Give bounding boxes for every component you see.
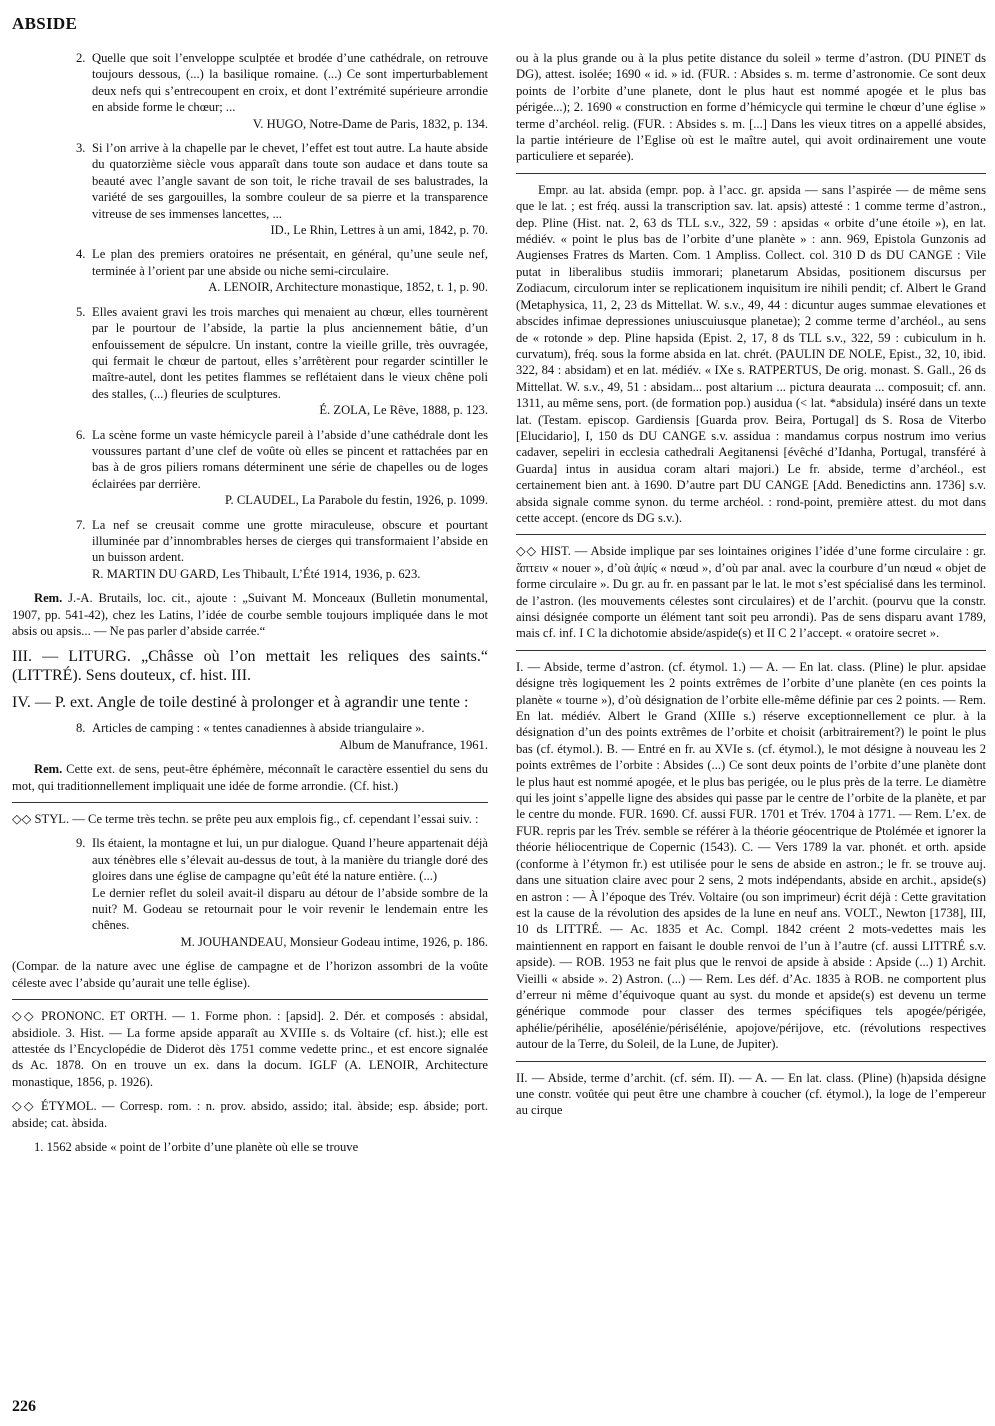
example-source: A. LENOIR, Architecture monastique, 1852, t. 1, p. 90. [208, 280, 488, 295]
remark-2 [12, 761, 488, 794]
example-text: La nef se creusait comme une grotte miraculeuse, obscure et pourtant illuminée par d’innombrables herses de cierges qui transformaient l’abside en un buisson ardent. [92, 517, 488, 565]
divider [516, 173, 986, 174]
divider [516, 534, 986, 535]
example-2 [76, 50, 488, 132]
styl-section: ◇◇ STYL. — Ce terme très techn. se prête peu aux emplois fig., cf. cependant l’essai suiv. : [12, 812, 479, 827]
etymol-continued: ou à la plus grande ou à la plus petite distance du soleil » terme d’astron. (DU PINET ds DG), attest. isolée; 1690 « id. » id. (FUR. : Absides s. m. terme d’astronomie. Ce sont deux points de l’orbite d’une planete, dont le plus haut est nommé apogée et le plus bas périgée...); 2. 1690 « construction en forme d’hémicycle qui termine le chœur d’une église » terme d’archéol. relig. (FUR. : Absides s. m. [...] Dans les vieux titres on a appellé absides, la partie intérieure de l’Eglise où est le maître autel, qui avoit ordinairement une voute particuliere et separée). [516, 51, 986, 164]
example-source: É. ZOLA, Le Rêve, 1888, p. 123. [319, 403, 488, 418]
remark-text: Cette ext. de sens, peut-être éphémère, méconnaît le caractère essentiel du sens du mot, qui traditionnellement impliquait une idée de forme arrondie. (Cf. hist.) [12, 762, 488, 793]
hist-astron: I. — Abside, terme d’astron. (cf. étymol. 1.) — A. — En lat. class. (Pline) le plur. apsidae désigne très logiquement les 2 points extrêmes de l’orbite d’une planète (en ces points la planète « tourne »), d’où désignation de l’orbite elle-même définie par ces 2 points. — Rem. En lat. médiév. Albert le Grand (XIIIe s.) réserve exceptionnellement ce plur. à la désignation d’un des points extrêmes de l’orbite et choisit (arbitrairement?) le point le plus bas (cf. étymol.). B. — Entré en fr. au XVIe s. (cf. étymol.), le mot désigne à nouveau les 2 points extrêmes de l’orbite : Absides (...) Ce sont deux points de l’orbite d’une planète dont le plus haut est nommé apogée, et le plus bas perigée, ou le plus près de la terre. Le diamètre qui les joint s’appelle ligne des absides qui passe par le centre de l’orbite de la planète, et par le centre du monde. FUR. 1690. Cf. aussi FUR. 1701 et Trév. 1704 à 1771. — Rem. L’ex. de FUR. repris par les Trév. semble se référer à la théorie géocentrique de Ptolémée et ignorer la théorie héliocentrique de Copernic (1543). C. — Vers 1789 la var. phonét. et orth. apside (conforme à l’étymon fr.) est utilisée pour le sens de abside en astron.; le fr. se trouve auj. dans une situation claire avec pour 2 sens, 2 mots indépendants, abside en archit., apside(s) en astron : — À l’époque des Trév. Voltaire (ou son imprimeur) écrit déjà : Cette gravitation est la cause de la révolution des apsides de la lune en neuf ans. VOLT., Newton [1738], III, 10 ds LITTRÉ. — Ac. 1835 et Ac. Compl. 1842 créent 2 mots-vedettes mais les maintiennent en rapport en faisant le double renvoi de l’un à l’autre (cf. aussi LITTRÉ s.v. apside). — ROB. 1953 ne fait plus que le renvoi de apside à abside : Apside (...) 1) Archit. Vieilli « abside ». 2) Astron. (...) — Rem. Les déf. d’Ac. 1835 à ROB. ne comportent plus d’erreur ni même d’équivoque quant au syst. du monde et apside(s) est devenu un terme générique commode pour classer des termes spécifiques tels apogée/périgée, aphélie/périhélie, aposélénie/périsélénie, apojove/périjove, etc. (révolutions respectives autour de la Terre, du Soleil, de la Lune, de Jupiter). [516, 659, 986, 1052]
example-number: 5. [76, 304, 86, 319]
example-text: Ils étaient, la montagne et lui, un pur dialogue. Quand l’heure appartenait déjà aux ténèbres elle s’élevait au-dessus de tout, à la manière du triangle doré des gloires dans une église de campagne qu’eût été la nature entière. (...) [92, 836, 488, 884]
example-number: 6. [76, 427, 86, 442]
remark-label: Rem. [34, 762, 63, 777]
example-9 [76, 835, 488, 950]
example-number: 9. [76, 836, 86, 851]
prononc-section: ◇◇ PRONONC. ET ORTH. — 1. Forme phon. : [apsid]. 2. Dér. et composés : absidal, absidiole. 3. Hist. — La forme apside apparaît au XVIIIe s. ds Voltaire (cf. hist.); elle est attestée ds l’Encyclopédie de Diderot dès 1751 comme vedette princ., et est encore signalée ds Ac. 1878. On en trouve un ex. dans la docum. IGLF (A. LENOIR, Architecture monastique, 1856, p. 1926). [12, 1009, 488, 1089]
example-source: P. CLAUDEL, La Parabole du festin, 1926, p. 1099. [224, 493, 488, 508]
left-column [12, 50, 488, 1163]
example-source: Album de Manufrance, 1961. [339, 737, 488, 752]
example-text: La scène forme un vaste hémicycle pareil à l’abside d’une cathédrale dont les voussures partant d’une clef de voûte où elles se pincent et rattachées par en bas à de gros piliers romans déterminent une série de chapelles ou de loges éclairées par derrière. [92, 427, 488, 491]
remark-1 [12, 590, 488, 639]
example-number: 7. [76, 517, 86, 532]
example-text: Si l’on arrive à la chapelle par le chevet, l’effet est tout autre. La haute abside du quatorzième siècle vous apparaît dans toute son audace et dans toute sa beauté avec l’angle savant de son toit, le riche travail de ses balustrades, la variété de ses gargouilles, la sombre couleur de sa pierre et la transparence vitreuse de ses immenses lancettes, ... [92, 141, 488, 221]
example-7 [76, 517, 488, 583]
example-text: Quelle que soit l’enveloppe sculptée et brodée d’une cathédrale, on retrouve toujours dessous, (...) la basilique romaine. (...) Ce sont imperturbablement deux nefs qui s’entrecoupent en croix, et dont l’extrémité supérieure arrondie en abside forme le chœur; ... [92, 51, 488, 115]
right-column [516, 50, 986, 1127]
example-4 [76, 246, 488, 295]
remark-text: J.-A. Brutails, loc. cit., ajoute : „Suivant M. Monceaux (Bulletin monumental, 1907, pp. 541-42), chez les Latins, l’idée de courbe semble toujours impliquée dans le mot absis ou apsis... — Ne pas parler d’abside carrée.“ [12, 591, 488, 638]
divider [12, 802, 488, 803]
hist-section: ◇◇ HIST. — Abside implique par ses lointaines origines l’idée d’une forme circulaire : gr. ἅπτειν « nouer », d’où ἁψίς « nœud », d’où par anal. avec la courbure d’un nœud « objet de forme circulaire ». Du gr. au fr. en passant par le lat. le mot s’est spécialisé dans les terminol. de l’astron. (les mouvements célestes sont circulaires) et de l’archit. (pourvu que la constr. ainsi désignée comporte un élément tant soit peu arrondi). Pas de sens disparu avant 1789, mais cf. inf. I C la dichotomie abside/aspide(s) et II C 2 l’accept. « oratoire secret ». [516, 544, 986, 641]
example-5 [76, 304, 488, 419]
example-6 [76, 427, 488, 509]
example-text: Articles de camping : « tentes canadiennes à abside triangulaire ». [92, 721, 425, 736]
example-8 [76, 720, 488, 753]
divider [516, 1061, 986, 1062]
example-3 [76, 140, 488, 238]
example-text-continued: Le dernier reflet du soleil avait-il disparu au détour de l’abside sombre de la nuit? M. Godeau se retournait pour le voir revenir le lendemain entre les chênes. [92, 885, 488, 933]
example-source: R. MARTIN DU GARD, Les Thibault, L’Été 1914, 1936, p. 623. [92, 566, 421, 581]
running-head: ABSIDE [12, 14, 78, 33]
remark-label: Rem. [34, 591, 63, 606]
example-number: 2. [76, 51, 86, 65]
example-source: V. HUGO, Notre-Dame de Paris, 1832, p. 134. [252, 116, 488, 131]
example-number: 8. [76, 721, 86, 736]
page-number: 226 [12, 1398, 36, 1415]
example-source: M. JOUHANDEAU, Monsieur Godeau intime, 1926, p. 186. [180, 934, 488, 949]
section-3: III. — LITURG. „Châsse où l’on mettait les reliques des saints.“ (LITTRÉ). Sens douteux, cf. hist. III. [12, 648, 488, 685]
example-text: Elles avaient gravi les trois marches qui menaient au chœur, elles tournèrent par le pourtour de l’abside, la partie la plus anciennement bâtie, d’un enfouissement de sépulcre. Un instant, contre la vieille grille, très ouvragée, qui fermait le chœur de partout, elles s’arrêtèrent pour regarder scintiller le maître-autel, dont les petites flammes se reflétaient dans le vieux chêne poli des stalles, (...) fleuries de sculptures. [92, 304, 488, 401]
comparison-note: (Compar. de la nature avec une église de campagne et de l’horizon assombri de la voûte céleste avec l’abside qu’aurait une telle église). [12, 959, 488, 990]
section-4: IV. — P. ext. Angle de toile destiné à prolonger et à agrandir une tente : [12, 694, 469, 712]
divider [516, 650, 986, 651]
example-text: Le plan des premiers oratoires ne présentait, en général, qu’une seule nef, terminée à l’orient par une abside ou niche semi-circulaire. [92, 247, 488, 278]
example-number: 4. [76, 247, 86, 262]
divider [12, 999, 488, 1000]
etymol-item-1: 1. 1562 abside « point de l’orbite d’une planète où elle se trouve [34, 1139, 359, 1154]
example-source: ID., Le Rhin, Lettres à un ami, 1842, p. 70. [270, 223, 488, 238]
etymol-section: ◇◇ ÉTYMOL. — Corresp. rom. : n. prov. absido, assido; ital. àbside; esp. ábside; port. abside; cat. àbsida. [12, 1099, 488, 1130]
example-number: 3. [76, 141, 86, 156]
hist-archit: II. — Abside, terme d’archit. (cf. sém. II). — A. — En lat. class. (Pline) (h)apsida désigne une constr. voûtée qui peut être une chambre à coucher (cf. étymol.), la loge de l’empereur au cirque [516, 1070, 986, 1118]
etymol-latin: Empr. au lat. absida (empr. pop. à l’acc. gr. apsida — sans l’aspirée — de même sens que le lat. ; est fréq. aussi la transcription sav. lat. apsis) attesté : 1 comme terme d’astron., dep. Pline (Hist. nat. 2, 63 ds TLL s.v., 322, 59 : apsidas « orbite d’une étoile »), en lat. médiév. « point le plus bas de l’orbite d’une planète » : ann. 969, Epistola Gunzonis ad Augienses Fratres ds Marten. Com. 1 Ampliss. Collect. col. 310 D ds DU CANGE : Vile putat in liberalibus studiis immorari; planetarum Absidas, positionem discursus per Zodiacum, circulorum inter se replicationem inquisitum ire nihili pendit; cf. Albert le Grand (Metaphysica, 11, 2, 23 ds Mittellat. W. s.v., 49, 44 : dicuntur auges summae elevationes et abscides infimae depressiones uniuscuiusque planetae); 2 comme terme d’archéol., au sens de « rotonde » dep. Pline hapsida (Epist. 2, 17, 8 ds TLL s.v., 322, 59 : cubiculum in h. curvatum), fréq. sous la forme absida en lat. chrét. (PAULIN DE NOLE, Epist., 32, 10, ibid. 322, 84 : absidam) et en lat. médiév. « IXe s. RATPERTUS, De orig. monast. S. Gall., 26 ds Mittellat. W. s.v., 49, 51 : absidam... post altarium ... pictura deaurata ... composuit; cf. ann. 1311, au même sens, port. (de formation pop.) ausidua (< lat. *absidula) inséré dans un texte lat. (Testam. episcop. Gardiensis [Guarda prov. Beira, Portugal] ds S. Rosa de Viterbo [Elucidario], I, 150 ds DU CANGE s.v. assidua : mandamus corpus nostrum imo verius cadaver, sepeliri in ecclesia cathedrali Aegitanensi [évêché d’Idanha, Portugal, transféré à Guarda] intus in ausidua coram altari majori.) Le fr. abside, terme d’archéol., est certainement bien ant. à 1690. D’autre part DU CANGE [Add. Benedictins ann. 1736] s.v. absida signale comme synon. du terme archéol. : rond-point, première attest. du mot dans cette accept. (encore ds DG s.v.). [516, 182, 986, 525]
